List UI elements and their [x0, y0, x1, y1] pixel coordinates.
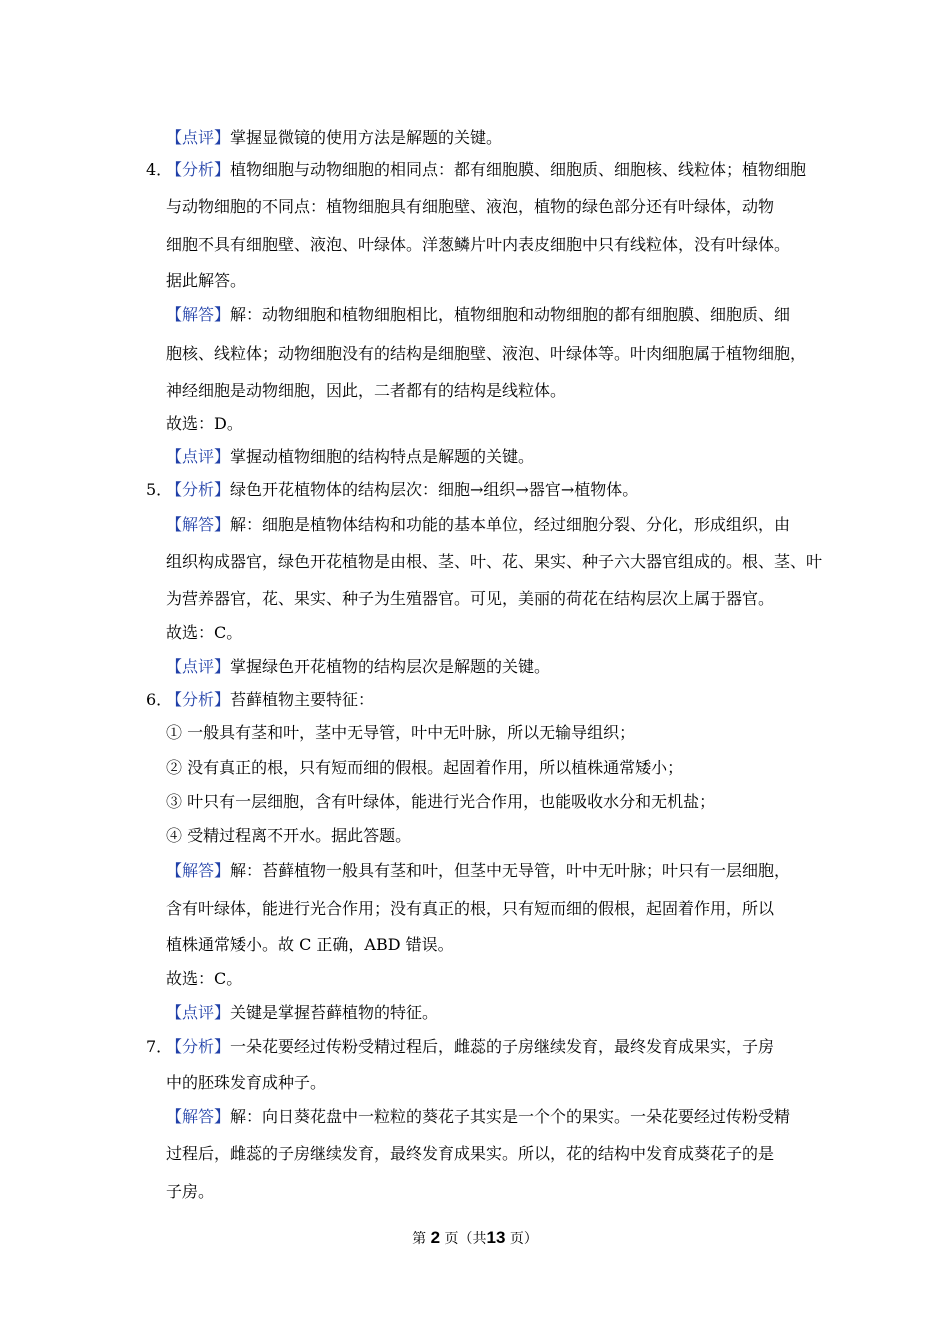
comment-line [166, 127, 502, 149]
choice-line: 故选：C。 [166, 623, 243, 642]
comment-line [166, 656, 550, 678]
paragraph-line: 植株通常矮小。故 C 正确，ABD 错误。 [166, 935, 454, 954]
analysis-line [166, 689, 374, 711]
choice-line: 故选：D。 [166, 414, 243, 433]
comment-tag: 【点评】 [166, 447, 231, 466]
comment-text: 掌握动植物细胞的结构特点是解题的关键。 [230, 447, 535, 466]
feature-item: ② 没有真正的根，只有短而细的假根。起固着作用，所以植株通常矮小； [166, 758, 684, 777]
answer-text: 解：苔藓植物一般具有茎和叶，但茎中无导管，叶中无叶脉；叶只有一层细胞， [230, 861, 791, 880]
question-number: 5． [146, 480, 173, 499]
paragraph-line: 与动物细胞的不同点：植物细胞具有细胞壁、液泡，植物的绿色部分还有叶绿体，动物 [166, 197, 775, 216]
answer-text: 解：动物细胞和植物细胞相比，植物细胞和动物细胞的都有细胞膜、细胞质、细 [230, 305, 791, 324]
footer-suffix: 页） [509, 1231, 538, 1247]
paragraph-line: 神经细胞是动物细胞，因此，二者都有的结构是线粒体。 [166, 381, 567, 400]
answer-tag: 【解答】 [166, 305, 231, 324]
paragraph-line: 胞核、线粒体；动物细胞没有的结构是细胞壁、液泡、叶绿体等。叶肉细胞属于植物细胞， [166, 344, 807, 363]
footer-prefix: 第 [412, 1231, 427, 1247]
analysis-tag: 【分析】 [166, 1037, 231, 1056]
comment-tag: 【点评】 [166, 128, 231, 147]
paragraph-line: 中的胚珠发育成种子。 [166, 1073, 327, 1092]
choice-line: 故选：C。 [166, 969, 243, 988]
question-number: 6． [146, 690, 173, 709]
analysis-text: 植物细胞与动物细胞的相同点：都有细胞膜、细胞质、细胞核、线粒体；植物细胞 [230, 160, 807, 179]
comment-text: 关键是掌握苔藓植物的特征。 [230, 1003, 439, 1022]
answer-line [166, 304, 790, 326]
answer-line [166, 1106, 790, 1128]
paragraph-line: 为营养器官，花、果实、种子为生殖器官。可见，美丽的荷花在结构层次上属于器官。 [166, 589, 775, 608]
feature-item: ③ 叶只有一层细胞，含有叶绿体，能进行光合作用，也能吸收水分和无机盐； [166, 792, 716, 811]
paragraph-line: 子房。 [166, 1182, 215, 1201]
comment-tag: 【点评】 [166, 1003, 231, 1022]
analysis-tag: 【分析】 [166, 690, 231, 709]
comment-line [166, 1002, 438, 1024]
answer-tag: 【解答】 [166, 861, 231, 880]
analysis-line [166, 479, 638, 501]
answer-text: 解：向日葵花盘中一粒粒的葵花子其实是一个个的果实。一朵花要经过传粉受精 [230, 1107, 791, 1126]
analysis-text: 苔藓植物主要特征： [230, 690, 375, 709]
answer-text: 解：细胞是植物体结构和功能的基本单位，经过细胞分裂、分化，形成组织，由 [230, 515, 791, 534]
page-footer [0, 1227, 950, 1250]
analysis-line [166, 159, 806, 181]
analysis-tag: 【分析】 [166, 480, 231, 499]
answer-tag: 【解答】 [166, 1107, 231, 1126]
analysis-text: 一朵花要经过传粉受精过程后，雌蕊的子房继续发育，最终发育成果实，子房 [230, 1037, 775, 1056]
feature-item: ④ 受精过程离不开水。据此答题。 [166, 826, 412, 845]
answer-line [166, 514, 790, 536]
answer-line [166, 860, 790, 882]
analysis-line [166, 1036, 774, 1058]
comment-text: 掌握绿色开花植物的结构层次是解题的关键。 [230, 657, 551, 676]
page-number: 2 [430, 1228, 441, 1247]
analysis-tag: 【分析】 [166, 160, 231, 179]
total-pages: 13 [486, 1228, 506, 1247]
paragraph-line: 过程后，雌蕊的子房继续发育，最终发育成果实。所以，花的结构中发育成葵花子的是 [166, 1144, 775, 1163]
paragraph-line: 含有叶绿体，能进行光合作用；没有真正的根，只有短而细的假根，起固着作用，所以 [166, 899, 775, 918]
comment-line [166, 446, 534, 468]
question-number: 4． [146, 160, 173, 179]
paragraph-line: 组织构成器官，绿色开花植物是由根、茎、叶、花、果实、种子六大器官组成的。根、茎、叶 [166, 552, 823, 571]
analysis-text: 绿色开花植物体的结构层次：细胞→组织→器官→植物体。 [230, 480, 639, 499]
comment-text: 掌握显微镜的使用方法是解题的关键。 [230, 128, 503, 147]
feature-item: ① 一般具有茎和叶，茎中无导管，叶中无叶脉，所以无输导组织； [166, 723, 636, 742]
footer-mid: 页（共 [444, 1231, 487, 1247]
paragraph-line: 细胞不具有细胞壁、液泡、叶绿体。洋葱鳞片叶内表皮细胞中只有线粒体，没有叶绿体。 [166, 235, 791, 254]
answer-tag: 【解答】 [166, 515, 231, 534]
question-number: 7． [146, 1037, 173, 1056]
comment-tag: 【点评】 [166, 657, 231, 676]
paragraph-line: 据此解答。 [166, 271, 247, 290]
